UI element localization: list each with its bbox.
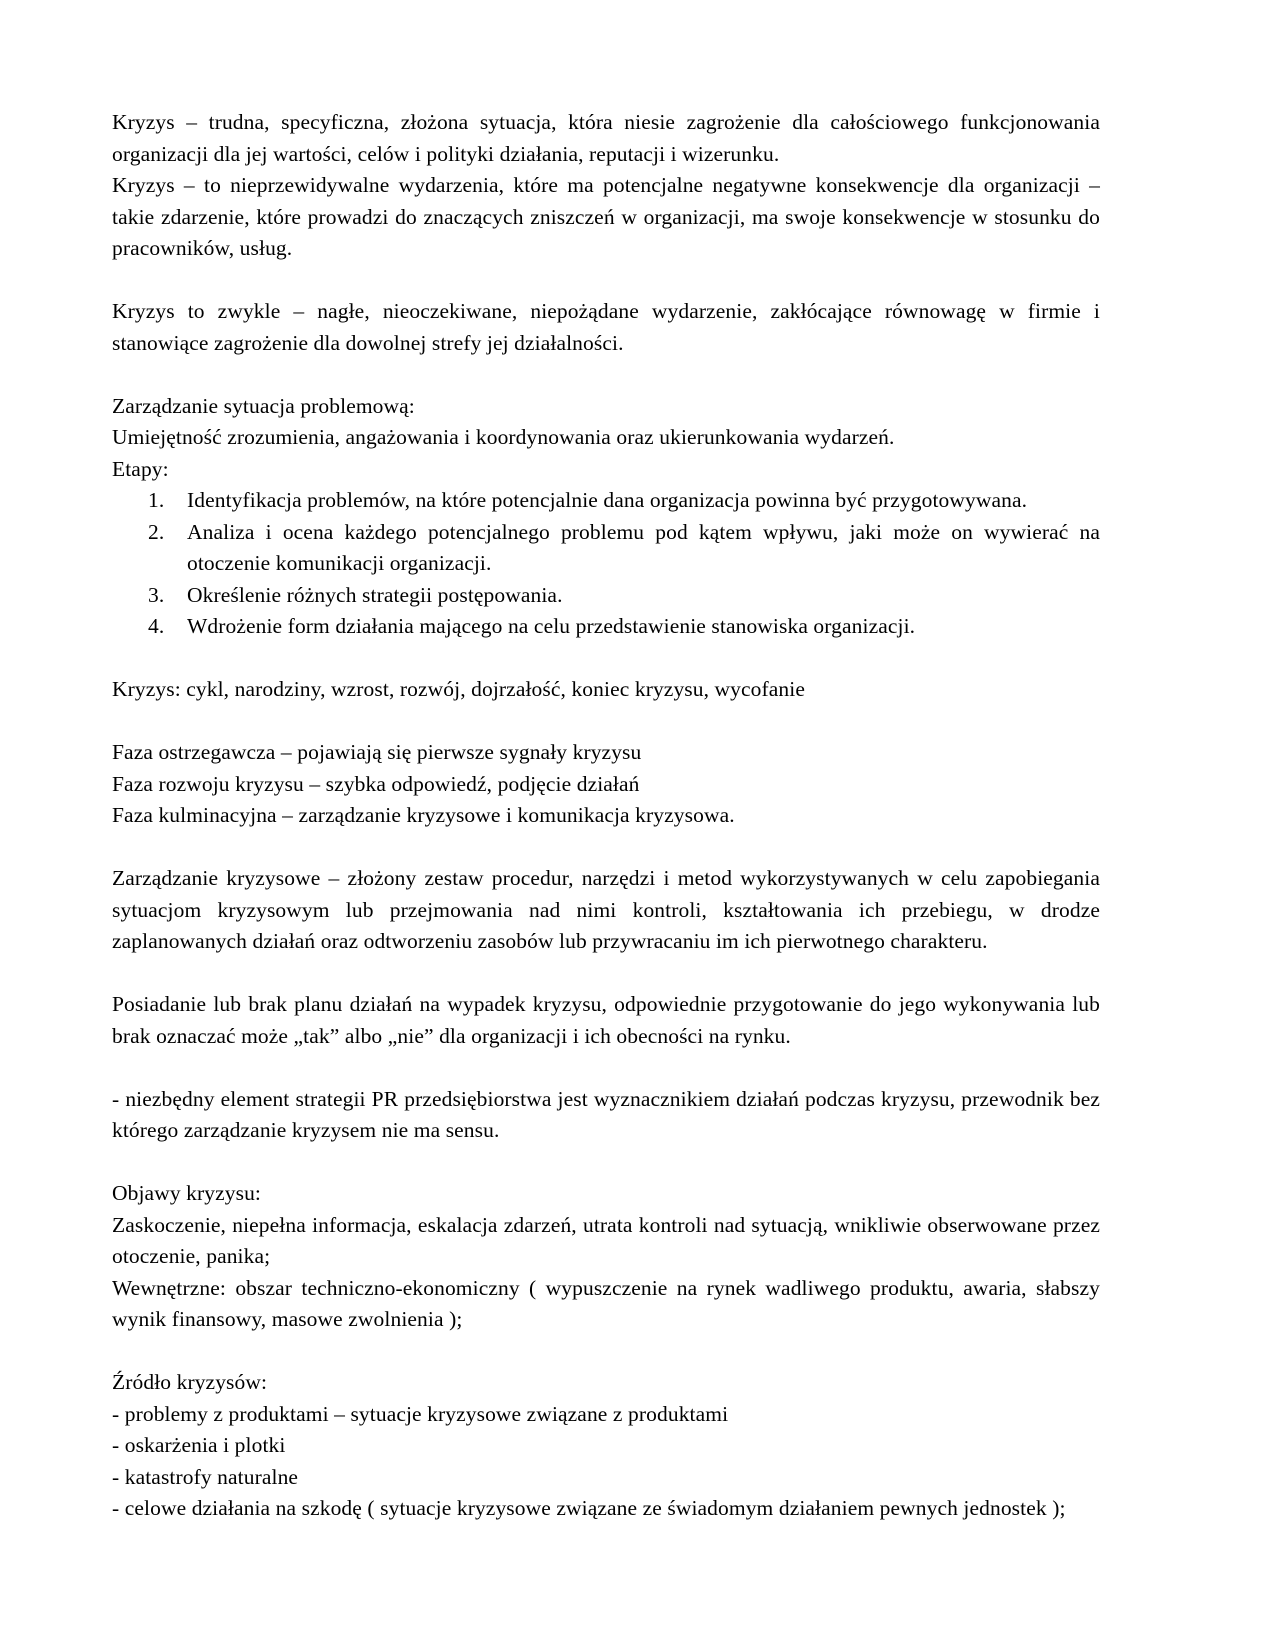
- paragraph-zarzadzanie-kryzysowe: Zarządzanie kryzysowe – złożony zestaw procedur, narzędzi i metod wykorzystywanych w celu zapobiegania sytuacjom kryzysowym lub przejmowania nad nimi kontroli, kształtowania ich przebiegu, w drodze zaplanowanych działań oraz odtworzeniu zasobów lub przywracaniu im ich pierwotnego charakteru.: [112, 866, 1100, 953]
- heading-etapy: Etapy:: [112, 456, 169, 481]
- spacer: [112, 643, 1100, 675]
- paragraph-kryzys-cykl: Kryzys: cykl, narodziny, wzrost, rozwój, dojrzałość, koniec kryzysu, wycofanie: [112, 677, 805, 701]
- paragraph-faza-rozwoju: Faza rozwoju kryzysu – szybka odpowiedź, podjęcie działań: [112, 771, 640, 796]
- paragraph-faza-kulminacyjna: Faza kulminacyjna – zarządzanie kryzysowe i komunikacja kryzysowa.: [112, 803, 735, 827]
- bullet-oskarzenia-i-plotki: - oskarżenia i plotki: [112, 1433, 286, 1457]
- heading-zarzadzanie-sytuacja: Zarządzanie sytuacja problemową:: [112, 393, 415, 418]
- heading-zrodlo-kryzysow: Źródło kryzysów:: [112, 1370, 268, 1394]
- list-item: Identyfikacja problemów, na które potencjalnie dana organizacja powinna być przygotowywana.: [187, 488, 1028, 512]
- bullet-problemy-z-produktami: - problemy z produktami – sytuacje kryzysowe związane z produktami: [112, 1401, 729, 1426]
- spacer: [112, 1147, 1100, 1179]
- paragraph-posiadanie-planu: Posiadanie lub brak planu działań na wypadek kryzysu, odpowiednie przygotowanie do jego wykonywania lub brak oznaczać może „tak” albo „nie” dla organizacji i ich obecności na rynku.: [112, 992, 1100, 1048]
- paragraph-umiejetnosc: Umiejętność zrozumienia, angażowania i koordynowania oraz ukierunkowania wydarzeń.: [112, 425, 895, 449]
- paragraph-definition-1: Kryzys – trudna, specyficzna, złożona sytuacja, która niesie zagrożenie dla całościowego funkcjonowania organizacji dla jej wartości, celów i polityki działania, reputacji i wizerunku.: [112, 110, 1100, 166]
- paragraph-zaskoczenie: Zaskoczenie, niepełna informacja, eskalacja zdarzeń, utrata kontroli nad sytuacją, wnikliwie obserwowane przez otoczenie, panika;: [112, 1212, 1100, 1268]
- spacer: [112, 958, 1100, 990]
- spacer: [112, 832, 1100, 864]
- spacer: [112, 706, 1100, 738]
- ordered-list-etapy: [112, 485, 1100, 643]
- spacer: [112, 359, 1100, 391]
- list-item: Wdrożenie form działania mającego na celu przedstawienie stanowiska organizacji.: [187, 614, 916, 638]
- list-item: Określenie różnych strategii postępowania.: [187, 582, 563, 607]
- paragraph-wewnetrzne: Wewnętrzne: obszar techniczno-ekonomiczny ( wypuszczenie na rynek wadliwego produktu, awaria, słabszy wynik finansowy, masowe zwolnienia );: [112, 1275, 1100, 1331]
- bullet-celowe-dzialania: - celowe działania na szkodę ( sytuacje kryzysowe związane ze świadomym działaniem pewnych jednostek );: [112, 1496, 1066, 1520]
- spacer: [112, 1052, 1100, 1084]
- heading-objawy-kryzysu: Objawy kryzysu:: [112, 1181, 261, 1205]
- paragraph-definition-3: Kryzys to zwykle – nagłe, nieoczekiwane, niepożądane wydarzenie, zakłócające równowagę w firmie i stanowiące zagrożenie dla dowolnej strefy jej działalności.: [112, 299, 1100, 355]
- list-item: Analiza i ocena każdego potencjalnego problemu pod kątem wpływu, jaki może on wywierać na otoczenie komunikacji organizacji.: [187, 519, 1100, 575]
- paragraph-niezbedny-element: - niezbędny element strategii PR przedsiębiorstwa jest wyznacznikiem działań podczas kryzysu, przewodnik bez którego zarządzanie kryzysem nie ma sensu.: [112, 1086, 1100, 1142]
- document-body: [112, 107, 1100, 1525]
- paragraph-definition-2: Kryzys – to nieprzewidywalne wydarzenia, które ma potencjalne negatywne konsekwencje dla organizacji – takie zdarzenie, które prowadzi do znaczących zniszczeń w organizacji, ma swoje konsekwencje w stosunku do pracowników, usług.: [112, 173, 1100, 260]
- paragraph-faza-ostrzegawcza: Faza ostrzegawcza – pojawiają się pierwsze sygnały kryzysu: [112, 740, 642, 764]
- spacer: [112, 265, 1100, 297]
- bullet-katastrofy-naturalne: - katastrofy naturalne: [112, 1464, 299, 1489]
- spacer: [112, 1336, 1100, 1368]
